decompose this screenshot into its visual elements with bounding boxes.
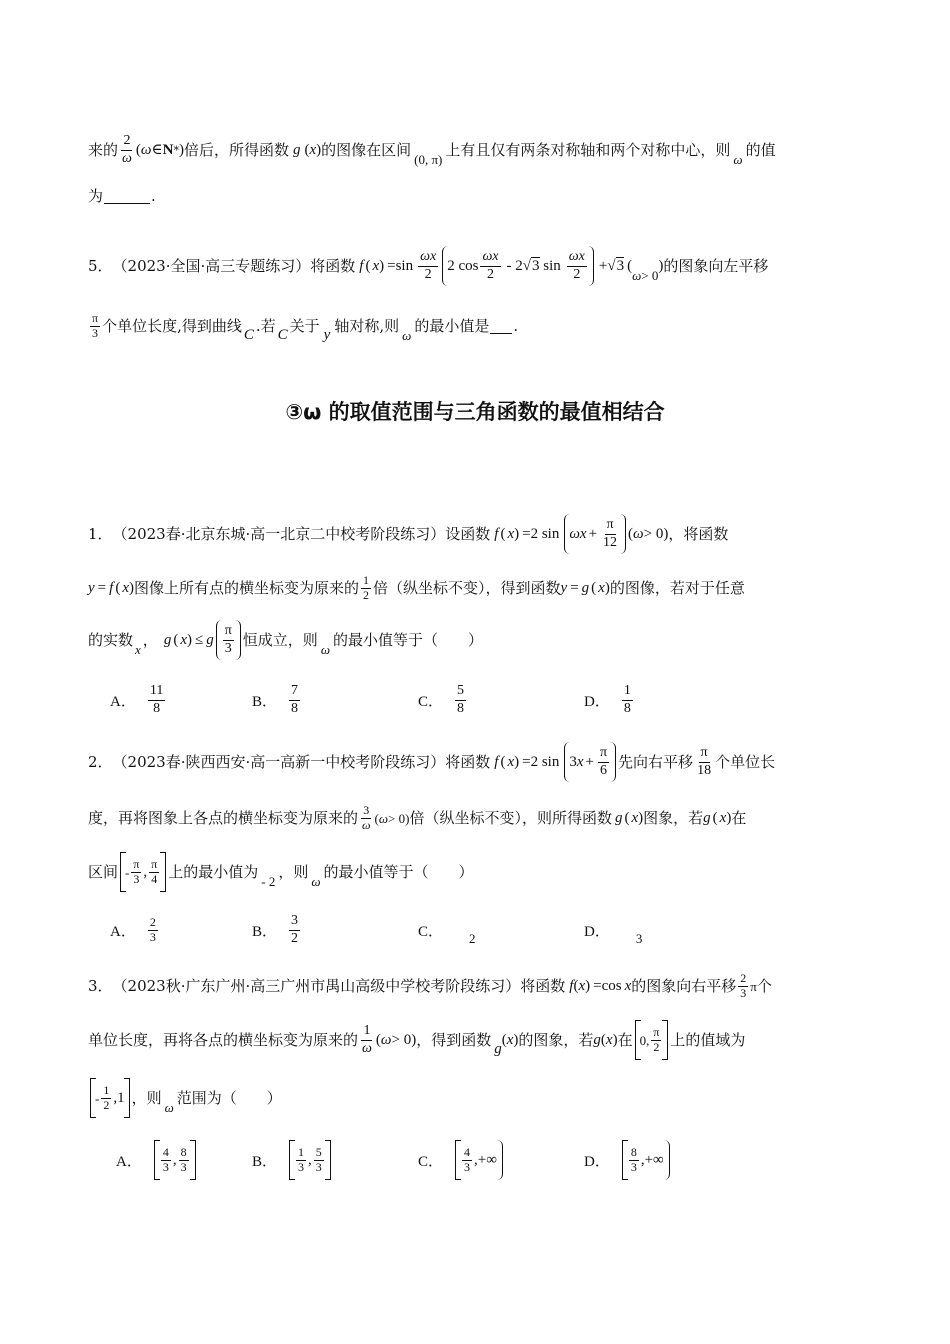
section-title: ③ω 的取值范围与三角函数的最值相结合 xyxy=(285,400,665,424)
fraction: $\frac{\omega x}{2}$ xyxy=(482,249,499,282)
text: 在 xyxy=(731,808,747,827)
question-number: 1． xyxy=(88,524,113,543)
option-label: A． xyxy=(116,1153,142,1170)
fraction: $\frac{\pi}{3}$ xyxy=(92,310,99,340)
s3q1-line-2: y = f ( x ) 图像上所有点的横坐标变为原来的 $\frac{1}{2}$ 倍（纵坐标不变），得到函数 y = g ( x ) 的图像，若对于任意 xyxy=(88,572,745,602)
text: 倍（纵坐标不变），则所得函数 xyxy=(409,808,612,827)
option-label: D． xyxy=(584,1153,610,1170)
s3q1-option-b[interactable] xyxy=(252,674,302,726)
fraction: $\frac{1}{\omega}$ xyxy=(362,1023,372,1056)
fraction: $\frac{\omega x}{2}$ xyxy=(568,249,585,282)
option-label: C． xyxy=(418,923,444,940)
q4-line-1: 来的 $\frac{2}{\omega}$ ( ω ∈ N * ) 倍后，所得函数 g ( x ) 的图像在区间 (0, π) 上有且仅有两条对称轴和两个对称中心，则 ω 的值 xyxy=(88,133,776,167)
option-label: C． xyxy=(418,1153,444,1170)
question-source: （2023秋·广东广州·高三广州市禺山高级中学校考阶段练习）将函数 xyxy=(112,976,566,995)
text: 个 xyxy=(756,976,772,995)
s3q2-option-a[interactable] xyxy=(110,904,160,956)
s3q2-line-3: 区间 - $\frac{\pi}{3}$ , $\frac{\pi}{4}$ 上的最小值为 - 2 ，则 ω 的最小值等于（ ） xyxy=(88,846,474,898)
text: 单位长度，再将各点的横坐标变为原来的 xyxy=(88,1030,359,1049)
text: 图象，若 xyxy=(643,808,704,827)
s3q1-option-c[interactable] xyxy=(418,674,468,726)
option-label: C． xyxy=(418,693,444,710)
answer-blank xyxy=(104,189,150,204)
option-fraction: $\frac{1}{8}$ xyxy=(623,683,631,716)
text: ，则 xyxy=(278,862,309,881)
text: . xyxy=(513,316,519,335)
s3q3-option-b[interactable] xyxy=(252,1134,333,1186)
text: 的图象向右平移 xyxy=(631,976,737,995)
text: 上的值域为 xyxy=(670,1030,746,1049)
text: 范围为（ ） xyxy=(176,1088,282,1107)
text: 关于 xyxy=(289,316,320,335)
fraction: $\frac{2}{3}$ xyxy=(740,970,747,1000)
text: . xyxy=(151,186,156,205)
option-label: D． xyxy=(584,923,610,940)
question-source: （2023春·北京东城·高一北京二中校考阶段练习）设函数 xyxy=(112,524,491,543)
option-value: 2 xyxy=(469,931,476,946)
text: 图像上所有点的横坐标变为原来的 xyxy=(133,578,359,597)
s3q1-line-3: 的实数 x ， g ( x ) ≤ g $\frac{\pi}{3}$ 恒成立，则 ω 的最小值等于（ ） xyxy=(88,614,483,666)
text: 的最小值等于（ ） xyxy=(323,862,474,881)
interval-bracket: $\frac{1}{3}$ , $\frac{5}{3}$ xyxy=(289,1140,331,1180)
min-value: - 2 xyxy=(261,873,276,889)
text: 区间 xyxy=(88,862,119,881)
option-label: A． xyxy=(110,693,136,710)
text: 的图象，若 xyxy=(518,1030,594,1049)
text: 来的 xyxy=(88,140,119,159)
fraction: $\frac{\pi}{3}$ xyxy=(133,856,140,886)
s3q3-line-3: - $\frac{1}{2}$ ,1 ，则 ω 范围为（ ） xyxy=(88,1072,282,1124)
q5-line-1: 5． （2023·全国·高三专题练习）将函数 f ( x ) =sin $\frac{\omega x}{2}$ 2 cos $\frac{\omega x}{2}$ - 2√3 sin $\frac{\omega x}{2}$ +√3 ( ω > 0 ) 的图象向左平移 xyxy=(88,240,768,292)
fraction: $\frac{\omega x}{2}$ xyxy=(420,249,437,282)
fraction: $\frac{\pi}{12}$ xyxy=(603,517,618,550)
s3q3-line-2: 单位长度，再将各点的横坐标变为原来的 $\frac{1}{\omega}$ ( ω > 0) ，得到函数 g ( x ) 的图象，若 g ( x ) 在 0, $\frac{\pi}{2}$ 上的值域为 xyxy=(88,1014,745,1066)
text: 的图像在区间 xyxy=(321,140,412,159)
s3q3-line-1: 3． （2023秋·广东广州·高三广州市禺山高级中学校考阶段练习）将函数 f ( x ) =cos x 的图象向右平移 $\frac{2}{3}$ π 个 xyxy=(88,970,772,1000)
fraction: $\frac{\pi}{6}$ xyxy=(599,745,608,778)
option-fraction: $\frac{3}{2}$ xyxy=(291,913,299,946)
text: 倍后，所得函数 xyxy=(183,140,289,159)
fraction: $\frac{3}{\omega}$ xyxy=(362,802,371,832)
s3q3-option-a[interactable] xyxy=(116,1134,198,1186)
parenthesis xyxy=(216,620,241,660)
interval-bracket: $\frac{4}{3}$ , $\frac{8}{3}$ xyxy=(154,1140,196,1180)
fraction: $\frac{\pi}{4}$ xyxy=(151,856,158,886)
interval-bracket: 0, $\frac{\pi}{2}$ xyxy=(635,1020,669,1060)
question-source: （2023·全国·高三专题练习）将函数 xyxy=(112,256,356,275)
text: 个单位长度,得到曲线 xyxy=(102,316,242,335)
text: 的图象向左平移 xyxy=(663,256,769,275)
s3q2-option-c[interactable] xyxy=(418,904,476,956)
text: 的最小值等于（ ） xyxy=(333,630,484,649)
fraction: $\frac{2}{\omega}$ xyxy=(122,133,132,166)
text: ，将函数 xyxy=(668,524,729,543)
option-label: B． xyxy=(252,1153,278,1170)
text: ，则 xyxy=(131,1088,162,1107)
interval-bracket: $\frac{4}{3}$ ,+∞ xyxy=(455,1140,502,1180)
s3q2-option-b[interactable] xyxy=(252,904,302,956)
s3q3-option-c[interactable] xyxy=(418,1134,504,1186)
fraction: $\frac{\pi}{2}$ xyxy=(653,1024,660,1054)
text: 的图像，若对于任意 xyxy=(609,578,745,597)
fraction: $\frac{1}{2}$ xyxy=(103,1082,110,1112)
text: 恒成立，则 xyxy=(242,630,318,649)
question-source: （2023春·陕西西安·高一高新一中校考阶段练习）将函数 xyxy=(112,752,491,771)
option-label: B． xyxy=(252,923,278,940)
text: 的最小值是 xyxy=(414,316,490,335)
answer-blank xyxy=(490,319,512,334)
s3q2-line-2: 度，再将图象上各点的横坐标变为原来的 $\frac{3}{\omega}$ ( ω > 0) 倍（纵坐标不变），则所得函数 g ( x ) 图象，若 g ( x ) 在 xyxy=(88,802,747,832)
question-number: 3． xyxy=(88,976,113,995)
option-fraction: $\frac{7}{8}$ xyxy=(291,683,299,716)
text: 上有且仅有两条对称轴和两个对称中心，则 xyxy=(445,140,731,159)
question-number: 2． xyxy=(88,752,113,771)
s3q1-option-a[interactable] xyxy=(110,674,167,726)
text: 为 xyxy=(88,186,104,205)
text: 的值 xyxy=(745,140,776,159)
text: 个单位长 xyxy=(715,752,776,771)
text: 的实数 xyxy=(88,630,134,649)
text: 在 xyxy=(617,1030,633,1049)
text: .若 xyxy=(255,316,276,335)
parenthesis: 3 x + $\frac{\pi}{6}$ xyxy=(564,742,616,782)
interval-bracket: - $\frac{\pi}{3}$ , $\frac{\pi}{4}$ xyxy=(120,852,166,892)
option-value: 3 xyxy=(635,931,643,946)
option-label: B． xyxy=(252,693,278,710)
option-fraction: $\frac{2}{3}$ xyxy=(149,914,156,944)
fraction: $\frac{1}{2}$ xyxy=(363,572,369,602)
text: 先向右平移 xyxy=(618,752,694,771)
option-label: D． xyxy=(584,693,610,710)
s3q3-option-d[interactable] xyxy=(584,1134,671,1186)
s3q2-option-d[interactable] xyxy=(584,904,642,956)
fraction: $\frac{\pi}{18}$ xyxy=(697,745,712,778)
interval-bracket: $\frac{8}{3}$ ,+∞ xyxy=(622,1140,669,1180)
text: 上的最小值为 xyxy=(168,862,259,881)
fraction: $\frac{\pi}{3}$ xyxy=(224,623,232,656)
text: 倍（纵坐标不变），得到函数 xyxy=(373,578,561,597)
question-number: 5． xyxy=(88,256,113,275)
parenthesis: 2 cos $\frac{\omega x}{2}$ - 2√3 sin $\frac{\omega x}{2}$ xyxy=(442,246,594,286)
parenthesis: ωx + $\frac{\pi}{12}$ xyxy=(564,514,626,554)
option-fraction: $\frac{11}{8}$ xyxy=(149,683,164,716)
interval-bracket: - $\frac{1}{2}$ ,1 xyxy=(90,1078,130,1118)
s3q1-line-1: 1． （2023春·北京东城·高一北京二中校考阶段练习）设函数 f ( x ) =2 sin ωx + $\frac{\pi}{12}$ ( ω > 0) ，将函数 xyxy=(88,508,728,560)
q5-line-2: $\frac{\pi}{3}$ 个单位长度,得到曲线 C .若 C 关于 y 轴对称,则 ω 的最小值是 . xyxy=(92,310,519,343)
option-label: A． xyxy=(110,923,136,940)
text: ，得到函数 xyxy=(416,1030,492,1049)
s3q2-line-1: 2． （2023春·陕西西安·高一高新一中校考阶段练习）将函数 f ( x ) =2 sin 3 x + $\frac{\pi}{6}$ 先向右平移 $\frac{\pi}{18}$ 个单位长 xyxy=(88,736,775,788)
q4-line-2 xyxy=(88,170,156,222)
text: 度，再将图象上各点的横坐标变为原来的 xyxy=(88,808,359,827)
text: 轴对称,则 xyxy=(334,316,400,335)
option-fraction: $\frac{5}{8}$ xyxy=(457,683,465,716)
s3q1-option-d[interactable] xyxy=(584,674,635,726)
text: ， xyxy=(142,630,158,649)
